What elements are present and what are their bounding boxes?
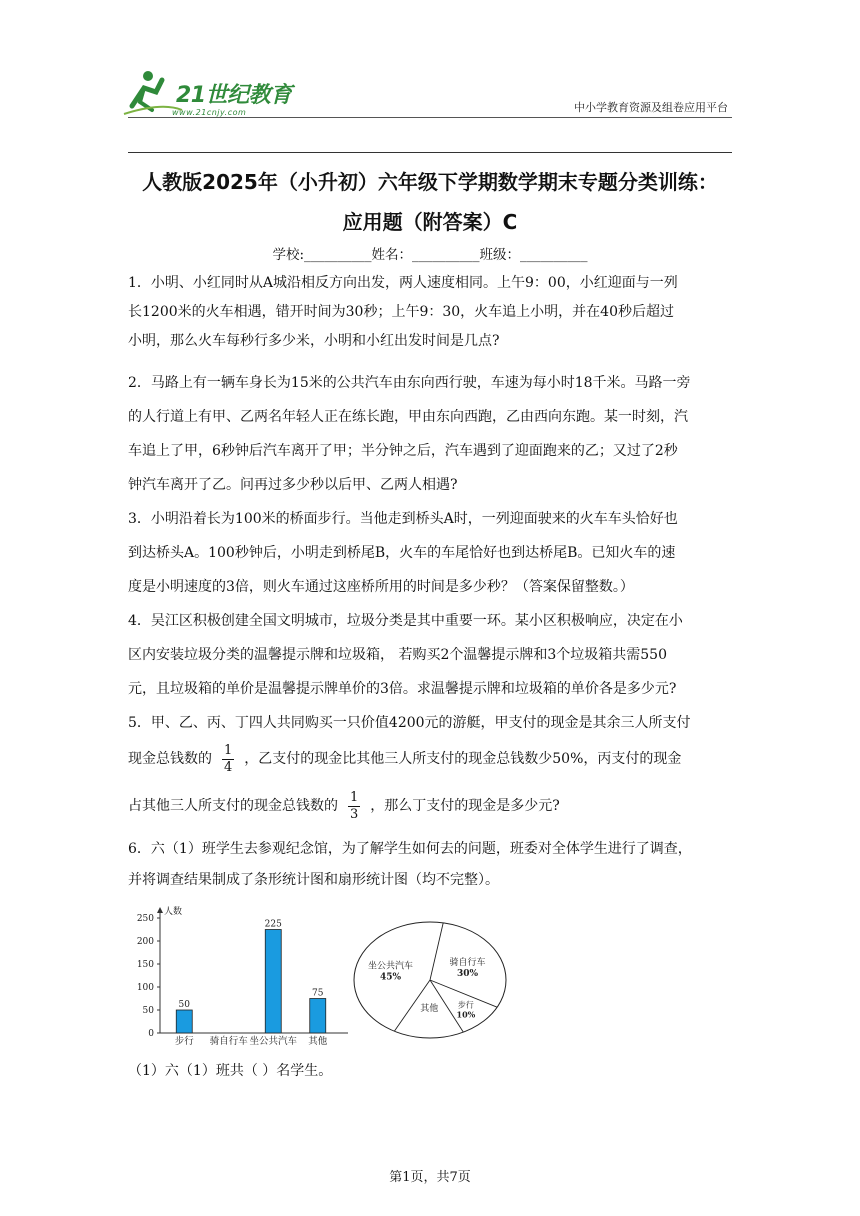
pie-chart-svg — [350, 918, 510, 1042]
question-5-line1: 5．甲、乙、丙、丁四人共同购买一只价值4200元的游艇，甲支付的现金是其余三人所支付 — [128, 715, 691, 731]
fraction-denominator: 3 — [350, 806, 359, 822]
pie-slice-percent: 30% — [457, 969, 479, 980]
y-tick-label: 0 — [148, 1029, 154, 1039]
question-6-line2: 并将调查结果制成了条形统计图和扇形统计图（均不完整）。 — [128, 872, 499, 888]
question-3-line2: 到达桥头A。100秒钟后，小明走到桥尾B，火车的车尾恰好也到达桥尾B。已知火车的速 — [128, 545, 676, 561]
y-axis-arrow-icon — [157, 907, 163, 913]
header-divider — [128, 117, 732, 118]
bar — [310, 999, 326, 1034]
question-1-line2: 长1200米的火车相遇，错开时间为30秒；上午9：30，火车追上小明，并在40秒后超过 — [128, 304, 674, 320]
bar-data-label: 50 — [178, 1000, 190, 1010]
question-2-line3: 车追上了甲，6秒钟后汽车离开了甲；半分钟之后，汽车遇到了迎面跑来的乙；又过了2秒 — [128, 443, 678, 459]
fraction-numerator: 1 — [224, 742, 233, 758]
fraction-denominator: 4 — [224, 759, 233, 775]
question-2-line2: 的人行道上有甲、乙两名年轻人正在练长跑，甲由东向西跑，乙由西向东跑。某一时刻，汽 — [128, 409, 688, 425]
fraction-one-quarter — [222, 743, 234, 776]
y-axis-label: 人数 — [164, 907, 183, 917]
question-1-line1: 1．小明、小红同时从A城沿相反方向出发，两人速度相同。上午9：00，小红迎面与一列 — [128, 275, 678, 291]
pie-slice-percent: 45% — [379, 972, 402, 983]
pie-slice-label: 步行 — [457, 1000, 474, 1010]
x-tick-label: 其他 — [308, 1036, 328, 1047]
bar-chart — [128, 900, 368, 1050]
pie-slice-label: 其他 — [420, 1003, 439, 1014]
y-tick-label: 100 — [136, 983, 154, 993]
platform-name: 中小学教育资源及组卷应用平台 — [574, 101, 728, 114]
x-tick-label: 骑自行车 — [209, 1036, 248, 1047]
q5-text-a: 现金总钱数的 — [128, 751, 212, 767]
question-4-line3: 元，且垃圾箱的单价是温馨提示牌单价的3倍。求温馨提示牌和垃圾箱的单价各是多少元? — [128, 681, 677, 697]
q5-text-c: 占其他三人所支付的现金总钱数的 — [128, 798, 338, 814]
pie-slice-label: 坐公共汽车 — [367, 961, 413, 972]
q5-text-d: ，那么丁支付的现金是多少元? — [370, 798, 560, 814]
question-6-sub1: （1）六（1）班共（ ）名学生。 — [128, 1063, 333, 1079]
title-divider — [128, 152, 732, 153]
fraction-numerator: 1 — [350, 789, 359, 805]
bar — [265, 930, 281, 1034]
bar — [176, 1010, 192, 1033]
x-tick-label: 步行 — [174, 1036, 194, 1047]
bar-chart-svg — [128, 900, 368, 1050]
logo-url: www.21cnjy.com — [172, 108, 247, 117]
page-header — [0, 0, 860, 160]
y-tick-label: 50 — [142, 1006, 154, 1016]
question-5-line3 — [128, 784, 732, 828]
q5-text-b: ，乙支付的现金比其他三人所支付的现金总钱数少50%，丙支付的现金 — [244, 751, 682, 767]
doc-title-line1: 人教版2025年（小升初）六年级下学期数学期末专题分类训练： — [142, 170, 718, 194]
pie-chart — [350, 918, 510, 1042]
question-6-line1: 6．六（1）班学生去参观纪念馆，为了解学生如何去的问题，班委对全体学生进行了调查， — [128, 841, 692, 857]
fraction-one-third — [348, 790, 360, 823]
question-2-line1: 2．马路上有一辆车身长为15米的公共汽车由东向西行驶，车速为每小时18千米。马路一旁 — [128, 375, 691, 391]
question-3-line1: 3．小明沿着长为100米的桥面步行。当他走到桥头A时，一列迎面驶来的火车车头恰好也 — [128, 511, 678, 527]
y-tick-label: 200 — [136, 937, 154, 947]
y-tick-label: 250 — [136, 914, 154, 924]
pie-slice-percent: 10% — [456, 1009, 476, 1020]
question-5-line2 — [128, 737, 732, 781]
question-3-line3: 度是小明速度的3倍，则火车通过这座桥所用的时间是多少秒？（答案保留整数。） — [128, 579, 634, 595]
question-2-line4: 钟汽车离开了乙。问再过多少秒以后甲、乙两人相遇? — [128, 477, 458, 493]
question-4-line1: 4．吴江区积极创建全国文明城市，垃圾分类是其中重要一环。某小区积极响应，决定在小 — [128, 613, 683, 629]
y-tick-label: 150 — [136, 960, 154, 970]
page-footer: 第1页，共7页 — [389, 1170, 471, 1185]
pie-slice-label: 骑自行车 — [449, 958, 486, 969]
logo-text: 21世纪教育 — [176, 83, 292, 108]
bar-data-label: 225 — [264, 919, 282, 930]
student-info-line: 学校:__________姓名：__________班级：__________ — [272, 247, 588, 263]
doc-title-line2: 应用题（附答案）C — [342, 210, 518, 234]
x-tick-label: 坐公共汽车 — [249, 1036, 298, 1047]
bar-data-label: 75 — [312, 988, 324, 999]
question-4-line2: 区内安装垃圾分类的温馨提示牌和垃圾箱， 若购买2个温馨提示牌和3个垃圾箱共需550 — [128, 647, 667, 663]
question-1-line3: 小明，那么火车每秒行多少米，小明和小红出发时间是几点? — [128, 333, 500, 349]
